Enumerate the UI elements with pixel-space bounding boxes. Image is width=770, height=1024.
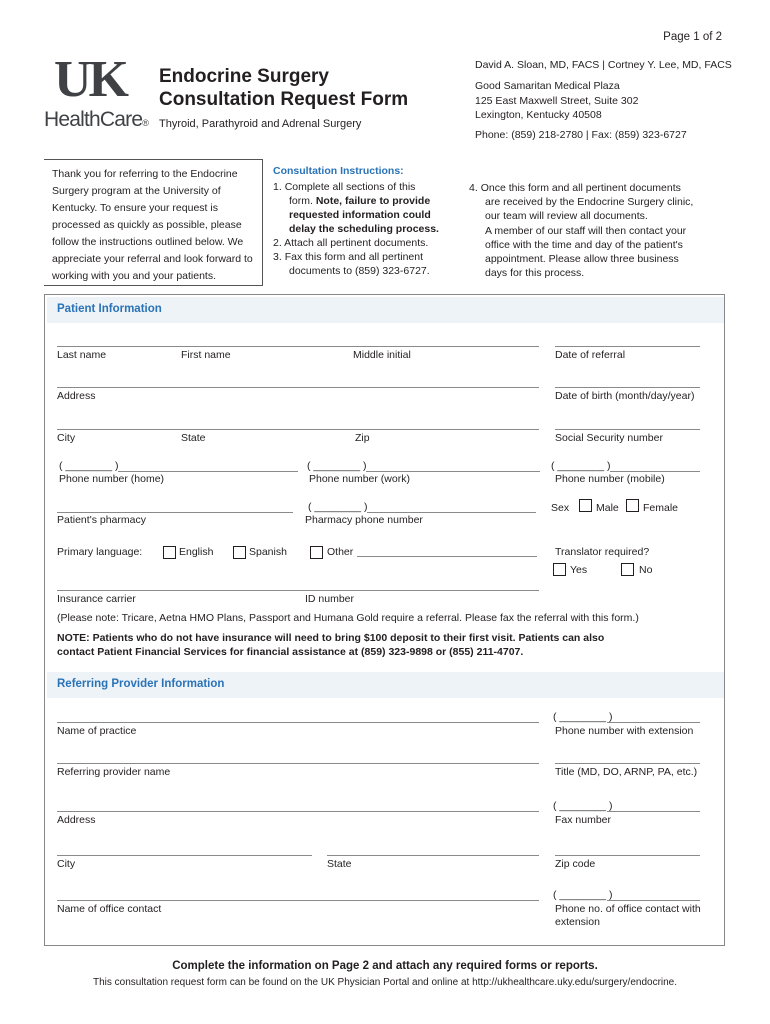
provider-city-label: City — [57, 858, 76, 870]
pharmacy-phone-input[interactable] — [367, 512, 536, 513]
phone-work-area[interactable]: ( ________ ) — [307, 460, 367, 472]
sex-male-label: Male — [596, 502, 619, 514]
address-input[interactable] — [57, 387, 539, 388]
pharmacy-label: Patient's pharmacy — [57, 514, 146, 526]
form-subtitle: Thyroid, Parathyroid and Adrenal Surgery — [159, 118, 362, 130]
insurance-label: Insurance carrier — [57, 593, 136, 605]
provider-address-label: Address — [57, 814, 96, 826]
language-english-label: English — [179, 546, 214, 558]
referral-note: (Please note: Tricare, Aetna HMO Plans, Passport and Humana Gold require a referral. Please fax the referral with this form.) — [57, 612, 639, 624]
office-phone-area[interactable]: ( ________ ) — [553, 889, 613, 901]
sex-label: Sex — [551, 502, 570, 514]
city-label: City — [57, 432, 76, 444]
footer-instruction: Complete the information on Page 2 and attach any required forms or reports. — [172, 960, 598, 972]
instructions-heading: Consultation Instructions: — [273, 165, 404, 177]
sex-female-checkbox[interactable] — [626, 499, 639, 512]
provider-address-input[interactable] — [57, 811, 539, 812]
provider-city-input[interactable] — [57, 855, 312, 856]
first-name-label: First name — [181, 349, 231, 361]
fax-area[interactable]: ( ________ ) — [553, 800, 613, 812]
office-contact-input[interactable] — [57, 900, 539, 901]
language-other-checkbox[interactable] — [310, 546, 323, 559]
provider-info-header: Referring Provider Information — [47, 672, 724, 698]
ssn-input[interactable] — [555, 429, 700, 430]
provider-name-input[interactable] — [57, 763, 539, 764]
date-referral-label: Date of referral — [555, 349, 626, 361]
form-title-line2: Consultation Request Form — [159, 89, 409, 110]
language-other-input[interactable] — [357, 556, 537, 557]
insurance-note-line1: NOTE: Patients who do not have insurance will need to bring $100 deposit to their first visit. Patients can also — [57, 632, 605, 644]
practice-input[interactable] — [57, 722, 539, 723]
instruction-1-3: 1. Complete all sections of this form. Note, failure to provide requested information could delay the scheduling process. 2. Attach all pertinent documents. 3. Fax this form and all pertinent documents to (859) 323-6727. — [273, 181, 439, 277]
provider-title-label: Title (MD, DO, ARNP, PA, etc.) — [555, 766, 698, 778]
language-spanish-checkbox[interactable] — [233, 546, 246, 559]
translator-no-label: No — [639, 564, 653, 576]
middle-initial-label: Middle initial — [353, 349, 411, 361]
office-phone-label-2: extension — [555, 916, 600, 928]
practice-phone-area[interactable]: ( ________ ) — [553, 711, 613, 723]
name-input[interactable] — [57, 346, 539, 347]
date-referral-input[interactable] — [555, 346, 700, 347]
doctors-line: David A. Sloan, MD, FACS | Cortney Y. Lee, MD, FACS — [475, 59, 732, 71]
clinic-phones: Phone: (859) 218-2780 | Fax: (859) 323-6727 — [475, 129, 687, 141]
phone-mobile-input[interactable] — [610, 471, 700, 472]
form-title-line1: Endocrine Surgery — [159, 66, 329, 87]
last-name-label: Last name — [57, 349, 107, 361]
patient-info-header: Patient Information — [47, 297, 724, 323]
clinic-address-2: Lexington, Kentucky 40508 — [475, 109, 602, 121]
provider-state-input[interactable] — [327, 855, 539, 856]
state-label: State — [181, 432, 206, 444]
provider-name-label: Referring provider name — [57, 766, 171, 778]
provider-zip-input[interactable] — [555, 855, 700, 856]
provider-title-input[interactable] — [555, 763, 700, 764]
id-number-label: ID number — [305, 593, 355, 605]
phone-mobile-area[interactable]: ( ________ ) — [551, 460, 611, 472]
footer-portal-note: This consultation request form can be found on the UK Physician Portal and online at http://ukhealthcare.uky.edu/surgery/endocrine. — [92, 977, 678, 988]
pharmacy-phone-label: Pharmacy phone number — [305, 514, 423, 526]
pharmacy-input[interactable] — [57, 512, 293, 513]
insurance-note-line2: contact Patient Financial Services for financial assistance at (859) 323-9898 or (855) 211-4707. — [57, 646, 524, 658]
translator-yes-checkbox[interactable] — [553, 563, 566, 576]
clinic-name: Good Samaritan Medical Plaza — [475, 80, 620, 92]
phone-home-area[interactable]: ( ________ ) — [59, 460, 119, 472]
phone-work-label: Phone number (work) — [309, 473, 410, 485]
language-english-checkbox[interactable] — [163, 546, 176, 559]
clinic-address-1: 125 East Maxwell Street, Suite 302 — [475, 95, 639, 107]
office-phone-label-1: Phone no. of office contact with — [555, 903, 701, 915]
practice-phone-input[interactable] — [607, 722, 700, 723]
phone-mobile-label: Phone number (mobile) — [555, 473, 665, 485]
dob-input[interactable] — [555, 387, 700, 388]
uk-healthcare-logo — [44, 51, 149, 136]
provider-zip-label: Zip code — [555, 858, 596, 870]
primary-language-label: Primary language: — [57, 546, 143, 558]
instruction-4: 4. Once this form and all pertinent documents are received by the Endocrine Surgery clinic, our team will review all documents. A member of our staff will then contact your office with the time and day of the patient's appointment. Please allow three business days for this process. — [469, 182, 694, 280]
intro-box — [44, 159, 263, 286]
fax-input[interactable] — [607, 811, 700, 812]
logo-healthcare-text: HealthCare® — [44, 108, 149, 131]
dob-label: Date of birth (month/day/year) — [555, 390, 695, 402]
sex-male-checkbox[interactable] — [579, 499, 592, 512]
insurance-input[interactable] — [57, 590, 539, 591]
translator-yes-label: Yes — [570, 564, 588, 576]
language-other-label: Other — [327, 546, 354, 558]
phone-home-input[interactable] — [118, 471, 298, 472]
translator-no-checkbox[interactable] — [621, 563, 634, 576]
practice-label: Name of practice — [57, 725, 137, 737]
fax-label: Fax number — [555, 814, 612, 826]
sex-female-label: Female — [643, 502, 679, 514]
ssn-label: Social Security number — [555, 432, 663, 444]
language-spanish-label: Spanish — [249, 546, 287, 558]
page-number: Page 1 of 2 — [663, 31, 722, 43]
intro-text: Thank you for referring to the Endocrine Surgery program at the University of Kentucky. To ensure your request is processed as quickly as possible, please follow the instructions outlined below. We appreciate your referral and look forward to working with you and your patients. — [52, 168, 253, 282]
address-label: Address — [57, 390, 96, 402]
translator-label: Translator required? — [555, 546, 650, 558]
city-state-zip-input[interactable] — [57, 429, 539, 430]
logo-uk-text: UK — [54, 51, 126, 108]
office-phone-input[interactable] — [607, 900, 700, 901]
zip-label: Zip — [355, 432, 370, 444]
pharmacy-phone-area[interactable]: ( ________ ) — [308, 501, 368, 513]
phone-home-label: Phone number (home) — [59, 473, 165, 485]
provider-state-label: State — [327, 858, 352, 870]
office-contact-label: Name of office contact — [57, 903, 162, 915]
phone-work-input[interactable] — [366, 471, 540, 472]
practice-phone-label: Phone number with extension — [555, 725, 694, 737]
